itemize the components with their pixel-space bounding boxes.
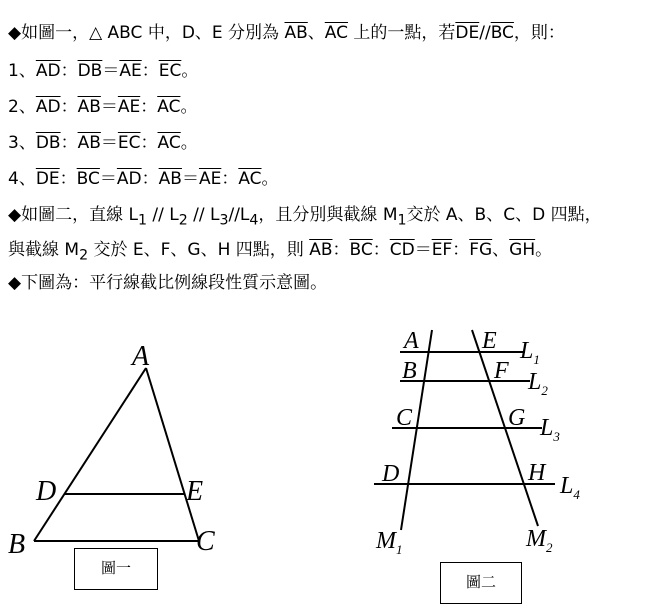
- label-e: E: [186, 476, 204, 507]
- figure-intro: ◆下圖為：平行線截比例線段性質示意圖。: [8, 273, 328, 293]
- property-2: 2、$\overline{AD}$：$\overline{AB}=\overline{AE}$：$\overline{AC}$。: [8, 97, 198, 117]
- label-h: H: [528, 460, 546, 486]
- label-m1: $M_1$: [376, 528, 403, 557]
- figure-1-caption: 圖一: [74, 548, 158, 590]
- label-c: C: [196, 526, 215, 557]
- label-e: E: [482, 328, 497, 354]
- figure-1-triangle: [0, 330, 240, 570]
- label-l1: $L_1$: [520, 338, 540, 367]
- label-b: B: [8, 529, 26, 560]
- property-1: 1、$\overline{AD}$：$\overline{DB}=\overline{AE}$：$\overline{EC}$。: [8, 61, 199, 81]
- label-a: A: [132, 341, 150, 372]
- label-d: D: [382, 461, 400, 487]
- label-d: D: [36, 476, 57, 507]
- label-b: B: [402, 358, 417, 384]
- label-l2: $L_2$: [528, 369, 548, 398]
- label-l3: $L_3$: [540, 415, 560, 444]
- label-g: G: [508, 405, 526, 431]
- label-l4: $L_4$: [560, 473, 580, 502]
- figure-2-parallel-lines: [360, 318, 660, 568]
- statement-line-2: ◆如圖二，直線 $L_1 // L_2 // L_3//L_4$，且分別與截線 $M_1$交於 A、B、C、D 四點，: [8, 205, 602, 229]
- side-ac: [146, 368, 199, 541]
- label-f: F: [494, 358, 509, 384]
- label-c: C: [396, 405, 413, 431]
- side-ab: [34, 368, 146, 541]
- statement-line-3: 與截線 $M_2$ 交於 E、F、G、H 四點，則 $\overline{AB}$：$\overline{BC}$：$\overline{CD}=\overline{EF}$：$\overline{FG}$、$\overline{GH}$。: [8, 240, 553, 264]
- label-m2: $M_2$: [526, 526, 553, 555]
- statement-line-1: ◆如圖一，△ ABC 中，D、E 分別為 $\overline{AB}$、$\overline{AC}$ 上的一點，若$\overline{DE}//\overline{BC}$，則：: [8, 23, 565, 43]
- property-4: 4、$\overline{DE}$：$\overline{BC}=\overline{AD}$：$\overline{AB}=\overline{AE}$：$\overline{AC}$。: [8, 169, 279, 189]
- label-a: A: [404, 328, 419, 354]
- figure-2-caption: 圖二: [440, 562, 522, 604]
- property-3: 3、$\overline{DB}$：$\overline{AB}=\overline{EC}$：$\overline{AC}$。: [8, 133, 198, 153]
